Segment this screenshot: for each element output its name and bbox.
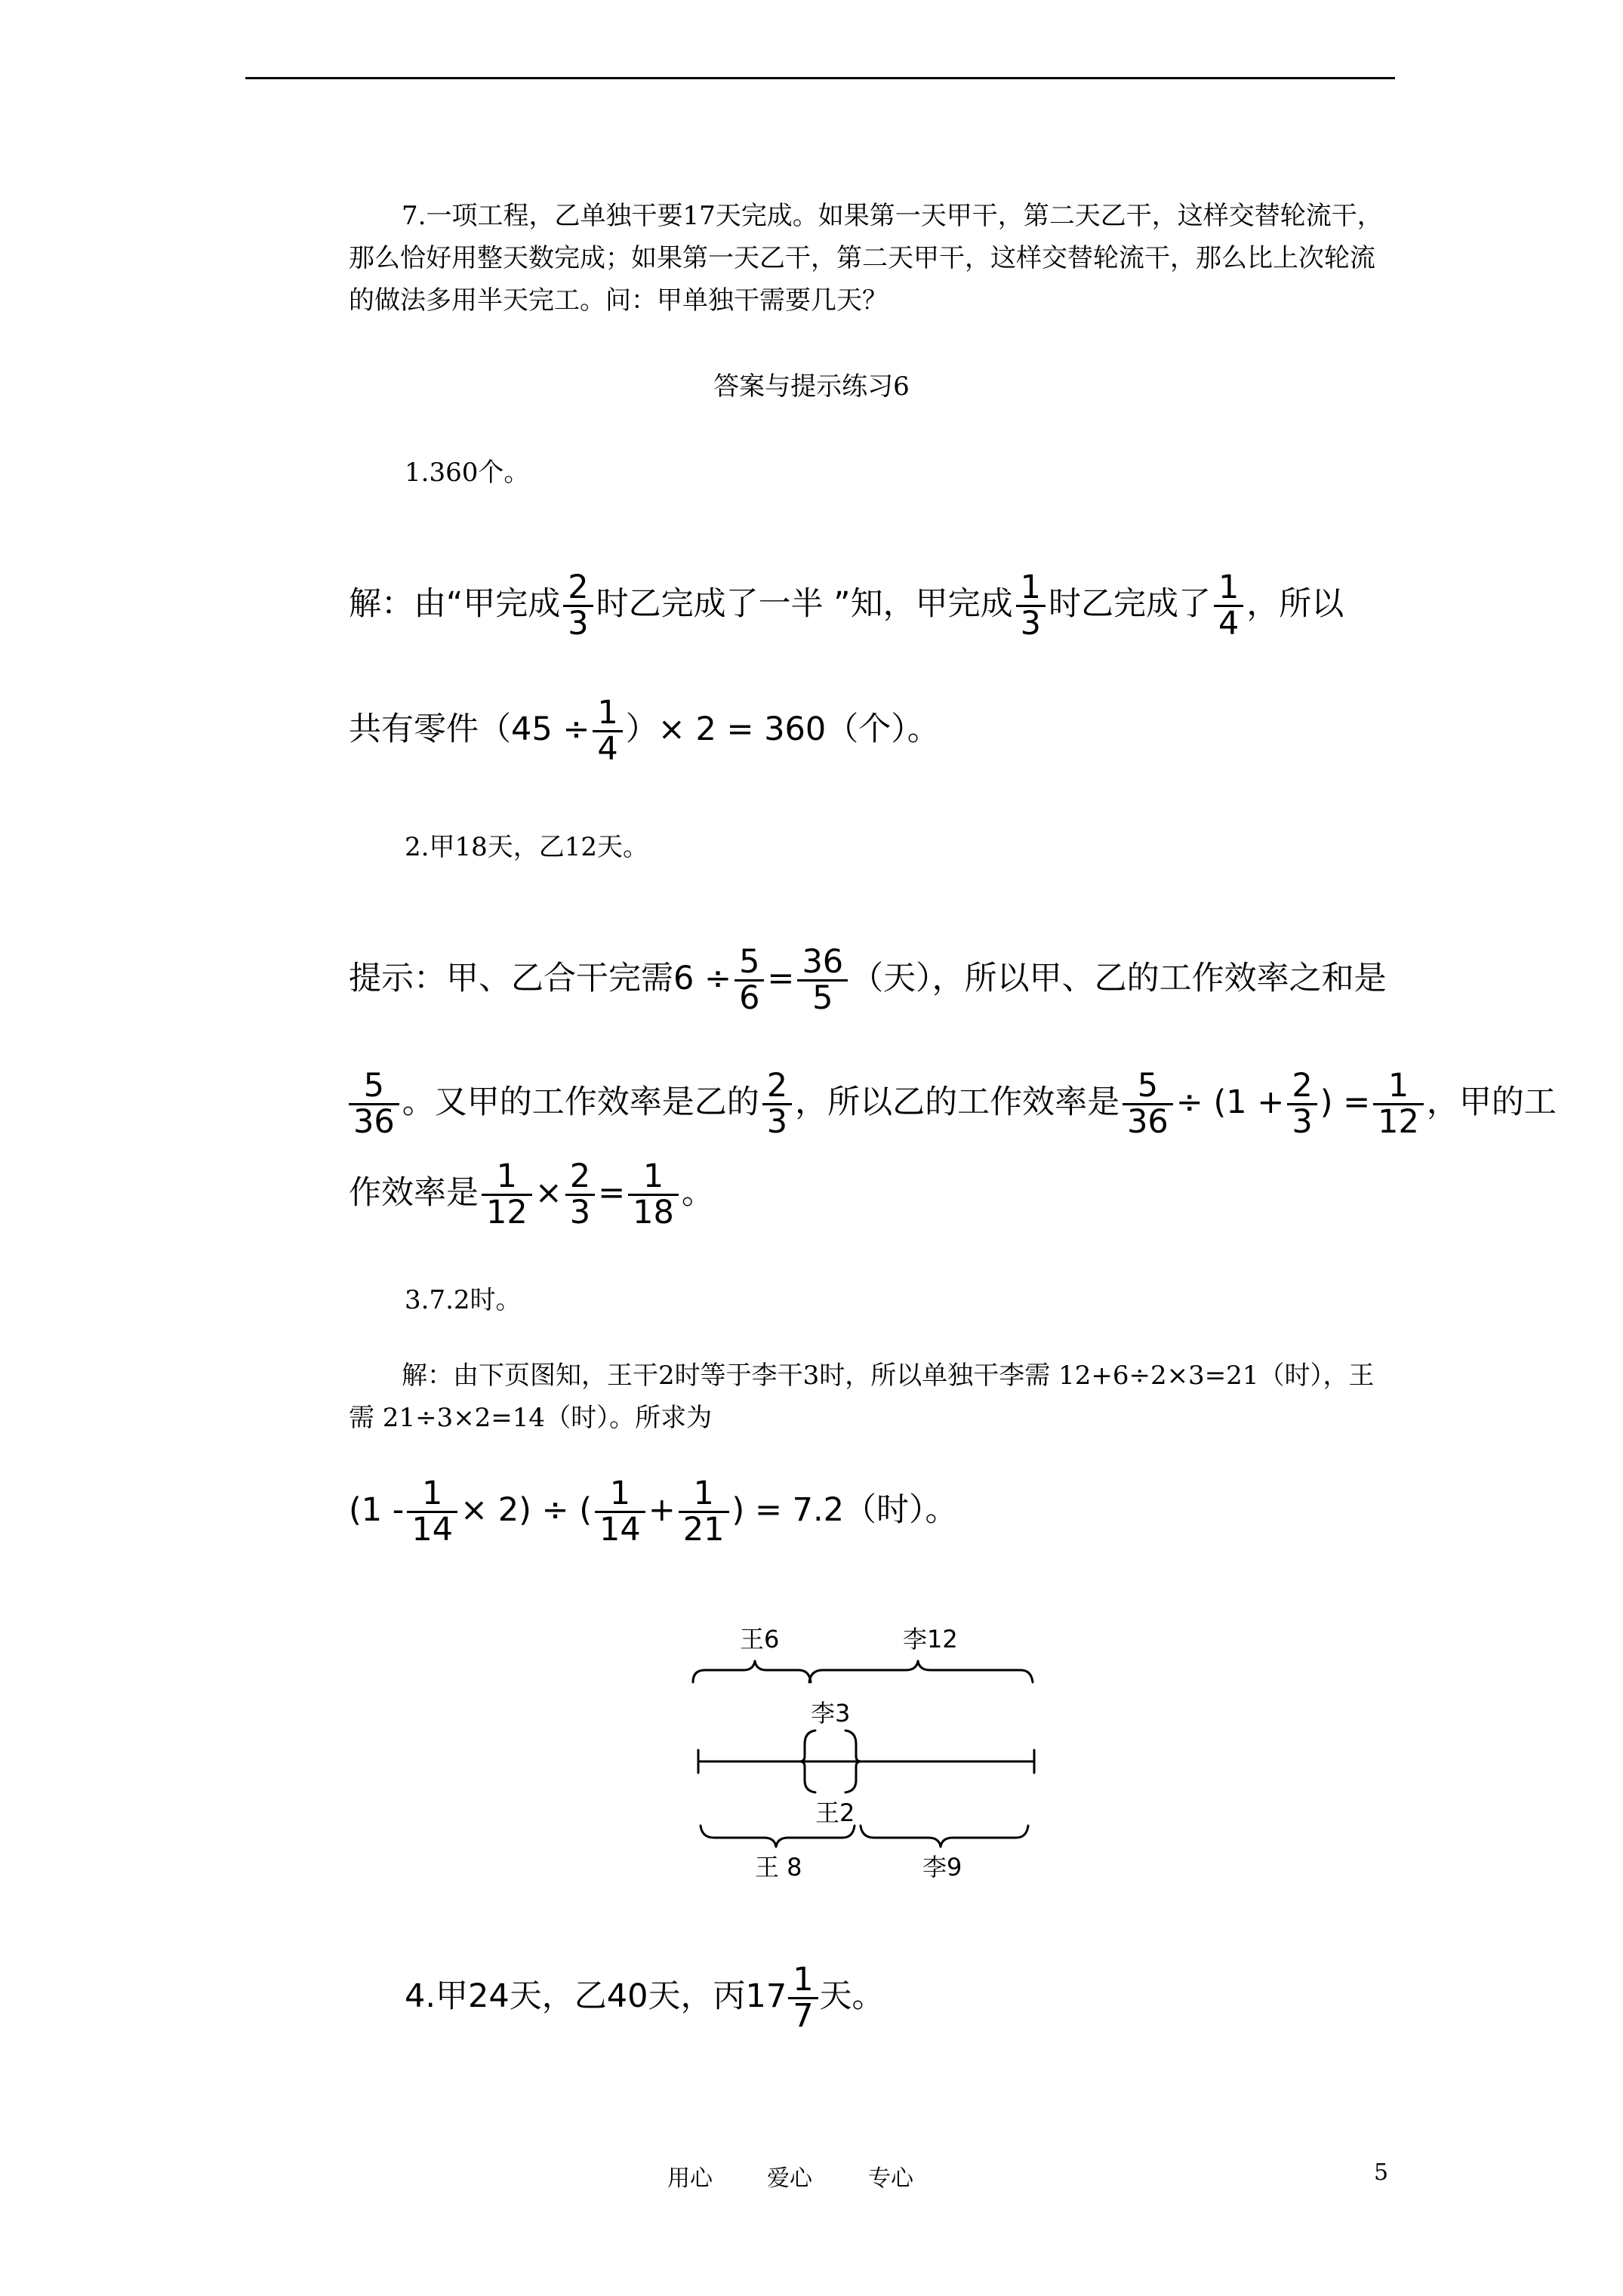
label-middle-bottom: 王2 bbox=[815, 1798, 855, 1827]
header-rule bbox=[245, 77, 1395, 79]
sol2-text-g: ，甲的工 bbox=[1426, 1083, 1557, 1122]
numerator: 1 bbox=[628, 1160, 679, 1196]
sol3-text-a: (1 - bbox=[349, 1491, 405, 1530]
answer-4 bbox=[405, 1961, 885, 2036]
sol2-text-b: （天），所以甲、乙的工作效率之和是 bbox=[851, 960, 1387, 998]
fraction bbox=[797, 943, 848, 1018]
solution-1-line-1 bbox=[349, 571, 1344, 641]
footer-right: 专心 bbox=[868, 2165, 913, 2192]
equals-sign: = bbox=[767, 960, 795, 998]
answer-3: 3.7.2时。 bbox=[405, 1285, 522, 1315]
sol2-text-d: ，所以乙的工作效率是 bbox=[795, 1083, 1120, 1122]
fraction bbox=[407, 1477, 457, 1547]
problem-7-text: 7.一项工程，乙单独干要17天完成。如果第一天甲干，第二天乙干，这样交替轮流干，那么恰好用整天数完成；如果第一天乙干，第二天甲干，这样交替轮流干，那么比上次轮流的做法多用半天完工。问：甲单独干需要几天？ bbox=[349, 201, 1383, 316]
numerator: 1 bbox=[595, 1477, 645, 1513]
denominator: 12 bbox=[1378, 1103, 1419, 1142]
ans4-text-b: 天。 bbox=[819, 1977, 885, 2016]
answer-1: 1.360个。 bbox=[405, 458, 530, 488]
denominator: 6 bbox=[739, 979, 760, 1018]
sol2-text-a: 提示：甲、乙合干完需6 ÷ bbox=[349, 960, 732, 998]
denominator: 18 bbox=[633, 1194, 674, 1232]
denominator: 3 bbox=[766, 1103, 788, 1142]
numerator: 2 bbox=[762, 1069, 792, 1105]
sol2-text-c: 。又甲的工作效率是乙的 bbox=[402, 1083, 759, 1122]
numerator: 5 bbox=[735, 945, 764, 982]
answers-title: 答案与提示练习6 bbox=[713, 371, 910, 402]
numerator: 2 bbox=[1287, 1069, 1317, 1105]
brace-bottom-right bbox=[861, 1826, 1028, 1847]
numerator: 1 bbox=[593, 696, 622, 732]
numerator: 2 bbox=[565, 1160, 595, 1196]
sol3-text-b: × 2) ÷ ( bbox=[460, 1491, 593, 1530]
numerator: 36 bbox=[797, 945, 848, 982]
footer-middle: 爱心 bbox=[767, 2165, 812, 2192]
fraction bbox=[349, 1067, 399, 1142]
numerator: 1 bbox=[1373, 1069, 1424, 1105]
sol1-line2-b: ）× 2 = 360（个）。 bbox=[625, 710, 940, 749]
fraction bbox=[735, 943, 764, 1018]
denominator: 14 bbox=[411, 1511, 454, 1549]
fraction bbox=[595, 1477, 645, 1547]
denominator: 14 bbox=[599, 1511, 641, 1549]
label-bottom-left: 王 8 bbox=[755, 1853, 802, 1880]
label-top-right: 李12 bbox=[903, 1625, 958, 1653]
answer-2: 2.甲18天，乙12天。 bbox=[405, 832, 648, 862]
denominator: 3 bbox=[1020, 605, 1041, 643]
numerator: 1 bbox=[482, 1160, 532, 1196]
fraction bbox=[679, 1477, 729, 1547]
label-middle-top: 李3 bbox=[811, 1699, 851, 1727]
denominator: 4 bbox=[597, 730, 618, 769]
sol2-text-i: 。 bbox=[681, 1174, 714, 1213]
sol1-text-a: 解：由“甲完成 bbox=[349, 585, 561, 624]
plus-sign: + bbox=[648, 1491, 676, 1530]
solution-2-line-3 bbox=[349, 1157, 714, 1232]
fraction bbox=[1373, 1067, 1424, 1142]
sol2-text-h: 作效率是 bbox=[349, 1174, 479, 1213]
times-sign: × bbox=[534, 1174, 562, 1213]
denominator: 12 bbox=[486, 1194, 528, 1232]
label-top-left: 王6 bbox=[740, 1625, 780, 1653]
work-diagram bbox=[679, 1608, 1057, 1880]
numerator: 5 bbox=[349, 1069, 399, 1105]
fraction bbox=[593, 694, 622, 769]
denominator: 36 bbox=[353, 1103, 395, 1142]
fraction bbox=[565, 1157, 595, 1232]
brace-top-left bbox=[693, 1661, 811, 1682]
denominator: 3 bbox=[569, 1194, 591, 1232]
fraction bbox=[1287, 1067, 1317, 1142]
solution-3-formula bbox=[349, 1477, 958, 1547]
denominator: 36 bbox=[1127, 1103, 1169, 1142]
denominator: 3 bbox=[1292, 1103, 1313, 1142]
numerator: 5 bbox=[1123, 1069, 1173, 1105]
solution-3-text: 解：由下页图知，王干2时等于李干3时，所以单独干李需 12+6÷2×3=21（时），王需 21÷3×2=14（时）。所求为 bbox=[349, 1361, 1375, 1433]
numerator: 1 bbox=[679, 1477, 729, 1513]
numerator: 1 bbox=[1214, 571, 1243, 607]
solution-2-line-2 bbox=[349, 1067, 1557, 1142]
solution-2-line-1 bbox=[349, 943, 1387, 1018]
numerator: 1 bbox=[407, 1477, 457, 1513]
denominator: 4 bbox=[1218, 605, 1240, 643]
fraction bbox=[762, 1067, 792, 1142]
fraction bbox=[1016, 571, 1046, 641]
fraction bbox=[482, 1157, 532, 1232]
numerator: 1 bbox=[1016, 571, 1046, 607]
page-number: 5 bbox=[1374, 2159, 1389, 2186]
problem-7 bbox=[296, 195, 1395, 322]
denominator: 21 bbox=[682, 1511, 725, 1549]
fraction bbox=[1214, 571, 1243, 641]
sol2-text-e: ÷ (1 + bbox=[1175, 1083, 1285, 1122]
sol3-text-c: ) = 7.2（时）。 bbox=[731, 1491, 958, 1530]
sol1-text-d: ，所以 bbox=[1246, 585, 1344, 624]
fraction bbox=[628, 1157, 679, 1232]
footer-left: 用心 bbox=[667, 2165, 713, 2192]
sol2-text-f: ) = bbox=[1320, 1083, 1371, 1122]
numerator: 1 bbox=[788, 1963, 818, 1999]
sol1-text-b: 时乙完成了一半 ”知，甲完成 bbox=[596, 585, 1013, 624]
denominator: 7 bbox=[793, 1997, 814, 2036]
label-bottom-right: 李9 bbox=[922, 1853, 962, 1880]
brace-top-right bbox=[809, 1661, 1033, 1682]
fraction bbox=[563, 571, 593, 641]
solution-1-line-2 bbox=[349, 694, 940, 769]
denominator: 3 bbox=[568, 605, 589, 643]
fraction bbox=[1123, 1067, 1173, 1142]
numerator: 2 bbox=[563, 571, 593, 607]
fraction bbox=[788, 1961, 818, 2036]
sol1-line2-a: 共有零件（45 ÷ bbox=[349, 710, 590, 749]
denominator: 5 bbox=[812, 979, 833, 1018]
brace-bottom-left bbox=[701, 1826, 855, 1847]
equals-sign: = bbox=[598, 1174, 626, 1213]
sol1-text-c: 时乙完成了 bbox=[1048, 585, 1211, 624]
ans4-text-a: 4.甲24天，乙40天，丙17 bbox=[405, 1977, 787, 2016]
